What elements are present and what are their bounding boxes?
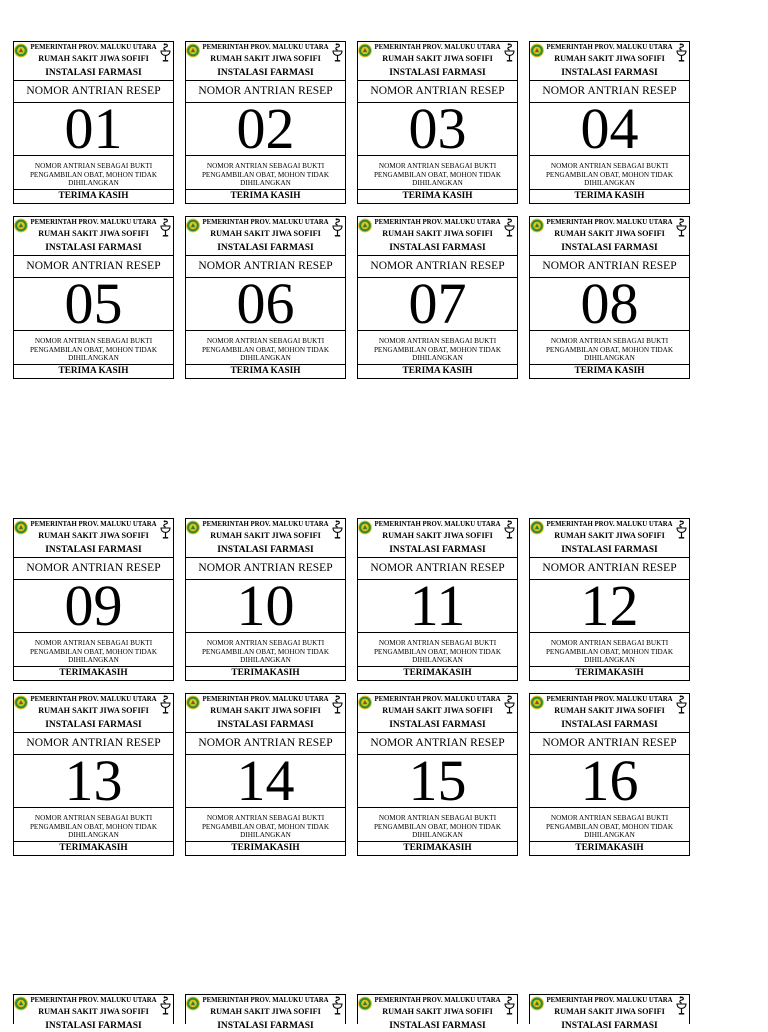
ticket-header: [186, 519, 345, 558]
hospital-name: RUMAH SAKIT JIWA SOFIFI: [210, 54, 321, 63]
ticket-header: [530, 519, 689, 558]
ticket-note-line: DIHILANGKAN: [68, 179, 119, 187]
ticket-note-line: DIHILANGKAN: [240, 831, 291, 839]
thanks-label: TERIMAKASIH: [403, 843, 472, 853]
thanks-label: TERIMA KASIH: [58, 366, 129, 376]
queue-ticket: [357, 216, 518, 379]
ticket-note: [186, 331, 345, 365]
ticket-header: [358, 694, 517, 733]
ticket-header: [530, 42, 689, 81]
unit-name: INSTALASI FARMASI: [561, 68, 658, 78]
ticket-note-line: DIHILANGKAN: [240, 179, 291, 187]
hospital-name: RUMAH SAKIT JIWA SOFIFI: [382, 229, 493, 238]
ticket-note: [358, 156, 517, 190]
ticket-header: [14, 42, 173, 81]
queue-ticket: [185, 518, 346, 681]
ticket-title: NOMOR ANTRIAN RESEP: [358, 81, 517, 103]
ticket-note-line: DIHILANGKAN: [584, 354, 635, 362]
hospital-name: RUMAH SAKIT JIWA SOFIFI: [210, 531, 321, 540]
hospital-name: RUMAH SAKIT JIWA SOFIFI: [210, 706, 321, 715]
government-label: PEMERINTAH PROV. MALUKU UTARA: [374, 997, 501, 1004]
hospital-name: RUMAH SAKIT JIWA SOFIFI: [554, 54, 665, 63]
queue-ticket: [13, 216, 174, 379]
unit-name: INSTALASI FARMASI: [561, 1021, 658, 1031]
thanks-label: TERIMA KASIH: [574, 191, 645, 201]
ticket-header: [186, 217, 345, 256]
ticket-note: [14, 808, 173, 842]
queue-ticket: [529, 41, 690, 204]
government-label: PEMERINTAH PROV. MALUKU UTARA: [546, 521, 673, 528]
ticket-header: [358, 519, 517, 558]
ticket-header: [530, 217, 689, 256]
unit-name: INSTALASI FARMASI: [389, 243, 486, 253]
unit-name: INSTALASI FARMASI: [45, 243, 142, 253]
ticket-note-line: NOMOR ANTRIAN SEBAGAI BUKTI: [206, 639, 325, 647]
ticket-header: [14, 217, 173, 256]
ticket-note-line: PENGAMBILAN OBAT, MOHON TIDAK: [29, 647, 158, 656]
ticket-note-line: DIHILANGKAN: [68, 354, 119, 362]
thanks-label: TERIMA KASIH: [58, 191, 129, 201]
hospital-name: RUMAH SAKIT JIWA SOFIFI: [382, 531, 493, 540]
ticket-title: NOMOR ANTRIAN RESEP: [358, 733, 517, 755]
government-label: PEMERINTAH PROV. MALUKU UTARA: [374, 219, 501, 226]
ticket-header: [186, 694, 345, 733]
government-label: PEMERINTAH PROV. MALUKU UTARA: [546, 997, 673, 1004]
ticket-note-line: NOMOR ANTRIAN SEBAGAI BUKTI: [34, 814, 153, 822]
hospital-name: RUMAH SAKIT JIWA SOFIFI: [38, 1007, 149, 1016]
ticket-note: [358, 808, 517, 842]
ticket-note-line: NOMOR ANTRIAN SEBAGAI BUKTI: [378, 639, 497, 647]
queue-number: 06: [186, 278, 345, 331]
ticket-note-line: NOMOR ANTRIAN SEBAGAI BUKTI: [378, 814, 497, 822]
ticket-note-line: PENGAMBILAN OBAT, MOHON TIDAK: [29, 345, 158, 354]
hospital-name: RUMAH SAKIT JIWA SOFIFI: [38, 229, 149, 238]
queue-number: 05: [14, 278, 173, 331]
unit-name: INSTALASI FARMASI: [217, 68, 314, 78]
ticket-note-line: PENGAMBILAN OBAT, MOHON TIDAK: [201, 822, 330, 831]
ticket-note-line: PENGAMBILAN OBAT, MOHON TIDAK: [373, 345, 502, 354]
thanks-label: TERIMA KASIH: [230, 191, 301, 201]
ticket-note-line: NOMOR ANTRIAN SEBAGAI BUKTI: [206, 814, 325, 822]
ticket-note-line: DIHILANGKAN: [412, 354, 463, 362]
government-label: PEMERINTAH PROV. MALUKU UTARA: [30, 696, 157, 703]
ticket-note-line: NOMOR ANTRIAN SEBAGAI BUKTI: [34, 639, 153, 647]
ticket-note-line: NOMOR ANTRIAN SEBAGAI BUKTI: [378, 162, 497, 170]
ticket-note-line: DIHILANGKAN: [412, 179, 463, 187]
unit-name: INSTALASI FARMASI: [217, 243, 314, 253]
hospital-name: RUMAH SAKIT JIWA SOFIFI: [38, 54, 149, 63]
hospital-name: RUMAH SAKIT JIWA SOFIFI: [210, 1007, 321, 1016]
ticket-note-line: DIHILANGKAN: [240, 354, 291, 362]
hospital-name: RUMAH SAKIT JIWA SOFIFI: [554, 706, 665, 715]
unit-name: INSTALASI FARMASI: [45, 545, 142, 555]
government-label: PEMERINTAH PROV. MALUKU UTARA: [202, 219, 329, 226]
queue-ticket: [357, 41, 518, 204]
ticket-note-line: DIHILANGKAN: [412, 831, 463, 839]
hospital-name: RUMAH SAKIT JIWA SOFIFI: [382, 1007, 493, 1016]
ticket-note-line: PENGAMBILAN OBAT, MOHON TIDAK: [373, 647, 502, 656]
hospital-name: RUMAH SAKIT JIWA SOFIFI: [38, 531, 149, 540]
government-label: PEMERINTAH PROV. MALUKU UTARA: [202, 696, 329, 703]
government-label: PEMERINTAH PROV. MALUKU UTARA: [202, 521, 329, 528]
ticket-title: NOMOR ANTRIAN RESEP: [14, 558, 173, 580]
ticket-note: [14, 633, 173, 667]
ticket-header: [358, 217, 517, 256]
unit-name: INSTALASI FARMASI: [561, 545, 658, 555]
hospital-name: RUMAH SAKIT JIWA SOFIFI: [38, 706, 149, 715]
queue-number: 04: [530, 103, 689, 156]
ticket-note: [530, 633, 689, 667]
ticket-header: [186, 995, 345, 1031]
ticket-title: NOMOR ANTRIAN RESEP: [530, 81, 689, 103]
ticket-note-line: PENGAMBILAN OBAT, MOHON TIDAK: [545, 345, 674, 354]
unit-name: INSTALASI FARMASI: [217, 545, 314, 555]
queue-ticket: [357, 518, 518, 681]
ticket-title: NOMOR ANTRIAN RESEP: [530, 733, 689, 755]
thanks-label: TERIMA KASIH: [574, 366, 645, 376]
ticket-header: [14, 519, 173, 558]
ticket-title: NOMOR ANTRIAN RESEP: [358, 558, 517, 580]
ticket-note-line: NOMOR ANTRIAN SEBAGAI BUKTI: [34, 162, 153, 170]
government-label: PEMERINTAH PROV. MALUKU UTARA: [374, 696, 501, 703]
government-label: PEMERINTAH PROV. MALUKU UTARA: [546, 696, 673, 703]
thanks-label: TERIMAKASIH: [231, 843, 300, 853]
ticket-header: [186, 42, 345, 81]
government-label: PEMERINTAH PROV. MALUKU UTARA: [202, 997, 329, 1004]
hospital-name: RUMAH SAKIT JIWA SOFIFI: [554, 229, 665, 238]
unit-name: INSTALASI FARMASI: [389, 545, 486, 555]
queue-number: 16: [530, 755, 689, 808]
unit-name: INSTALASI FARMASI: [45, 720, 142, 730]
queue-number: 14: [186, 755, 345, 808]
ticket-note-line: PENGAMBILAN OBAT, MOHON TIDAK: [545, 647, 674, 656]
ticket-title: NOMOR ANTRIAN RESEP: [186, 733, 345, 755]
hospital-name: RUMAH SAKIT JIWA SOFIFI: [382, 54, 493, 63]
queue-number: 09: [14, 580, 173, 633]
queue-number: 03: [358, 103, 517, 156]
ticket-title: NOMOR ANTRIAN RESEP: [14, 81, 173, 103]
ticket-note: [530, 808, 689, 842]
ticket-note-line: NOMOR ANTRIAN SEBAGAI BUKTI: [206, 337, 325, 345]
queue-ticket: [185, 216, 346, 379]
ticket-note-line: DIHILANGKAN: [68, 831, 119, 839]
queue-ticket: [357, 693, 518, 856]
government-label: PEMERINTAH PROV. MALUKU UTARA: [202, 44, 329, 51]
government-label: PEMERINTAH PROV. MALUKU UTARA: [30, 997, 157, 1004]
ticket-note-line: DIHILANGKAN: [68, 656, 119, 664]
government-label: PEMERINTAH PROV. MALUKU UTARA: [546, 219, 673, 226]
unit-name: INSTALASI FARMASI: [389, 68, 486, 78]
government-label: PEMERINTAH PROV. MALUKU UTARA: [546, 44, 673, 51]
ticket-header: [14, 694, 173, 733]
ticket-note-line: PENGAMBILAN OBAT, MOHON TIDAK: [201, 345, 330, 354]
ticket-note-line: PENGAMBILAN OBAT, MOHON TIDAK: [201, 170, 330, 179]
ticket-note-line: PENGAMBILAN OBAT, MOHON TIDAK: [29, 170, 158, 179]
hospital-name: RUMAH SAKIT JIWA SOFIFI: [210, 229, 321, 238]
ticket-note-line: NOMOR ANTRIAN SEBAGAI BUKTI: [550, 162, 669, 170]
ticket-note: [14, 331, 173, 365]
ticket-note-line: DIHILANGKAN: [584, 179, 635, 187]
unit-name: INSTALASI FARMASI: [45, 68, 142, 78]
queue-number: 08: [530, 278, 689, 331]
ticket-title: NOMOR ANTRIAN RESEP: [358, 256, 517, 278]
ticket-note: [358, 633, 517, 667]
queue-ticket: [357, 994, 518, 1031]
queue-number: 12: [530, 580, 689, 633]
ticket-note-line: DIHILANGKAN: [584, 831, 635, 839]
ticket-note-line: NOMOR ANTRIAN SEBAGAI BUKTI: [550, 814, 669, 822]
government-label: PEMERINTAH PROV. MALUKU UTARA: [30, 44, 157, 51]
ticket-note: [186, 633, 345, 667]
thanks-label: TERIMAKASIH: [59, 843, 128, 853]
unit-name: INSTALASI FARMASI: [217, 1021, 314, 1031]
thanks-label: TERIMAKASIH: [403, 668, 472, 678]
unit-name: INSTALASI FARMASI: [561, 243, 658, 253]
queue-ticket: [529, 216, 690, 379]
unit-name: INSTALASI FARMASI: [561, 720, 658, 730]
ticket-note-line: NOMOR ANTRIAN SEBAGAI BUKTI: [550, 639, 669, 647]
government-label: PEMERINTAH PROV. MALUKU UTARA: [30, 521, 157, 528]
ticket-title: NOMOR ANTRIAN RESEP: [14, 733, 173, 755]
ticket-note-line: DIHILANGKAN: [240, 656, 291, 664]
queue-number: 01: [14, 103, 173, 156]
queue-number: 07: [358, 278, 517, 331]
queue-ticket: [13, 693, 174, 856]
ticket-note-line: NOMOR ANTRIAN SEBAGAI BUKTI: [206, 162, 325, 170]
ticket-title: NOMOR ANTRIAN RESEP: [186, 256, 345, 278]
queue-ticket: [529, 518, 690, 681]
thanks-label: TERIMAKASIH: [575, 843, 644, 853]
ticket-note: [14, 156, 173, 190]
queue-ticket: [529, 693, 690, 856]
hospital-name: RUMAH SAKIT JIWA SOFIFI: [554, 1007, 665, 1016]
ticket-note-line: NOMOR ANTRIAN SEBAGAI BUKTI: [550, 337, 669, 345]
ticket-title: NOMOR ANTRIAN RESEP: [530, 558, 689, 580]
ticket-note-line: DIHILANGKAN: [584, 656, 635, 664]
unit-name: INSTALASI FARMASI: [389, 720, 486, 730]
thanks-label: TERIMAKASIH: [231, 668, 300, 678]
ticket-note-line: PENGAMBILAN OBAT, MOHON TIDAK: [29, 822, 158, 831]
queue-ticket: [13, 518, 174, 681]
ticket-note-line: PENGAMBILAN OBAT, MOHON TIDAK: [373, 822, 502, 831]
ticket-note: [530, 331, 689, 365]
queue-number: 11: [358, 580, 517, 633]
ticket-note-line: NOMOR ANTRIAN SEBAGAI BUKTI: [34, 337, 153, 345]
ticket-note-line: PENGAMBILAN OBAT, MOHON TIDAK: [201, 647, 330, 656]
ticket-note-line: PENGAMBILAN OBAT, MOHON TIDAK: [373, 170, 502, 179]
ticket-note: [186, 808, 345, 842]
queue-ticket: [185, 693, 346, 856]
ticket-title: NOMOR ANTRIAN RESEP: [186, 558, 345, 580]
ticket-header: [358, 42, 517, 81]
thanks-label: TERIMAKASIH: [575, 668, 644, 678]
queue-number: 15: [358, 755, 517, 808]
ticket-title: NOMOR ANTRIAN RESEP: [14, 256, 173, 278]
hospital-name: RUMAH SAKIT JIWA SOFIFI: [382, 706, 493, 715]
ticket-title: NOMOR ANTRIAN RESEP: [186, 81, 345, 103]
ticket-header: [530, 995, 689, 1031]
ticket-note-line: PENGAMBILAN OBAT, MOHON TIDAK: [545, 170, 674, 179]
hospital-name: RUMAH SAKIT JIWA SOFIFI: [554, 531, 665, 540]
ticket-header: [358, 995, 517, 1031]
queue-number: 02: [186, 103, 345, 156]
ticket-title: NOMOR ANTRIAN RESEP: [530, 256, 689, 278]
thanks-label: TERIMA KASIH: [402, 191, 473, 201]
government-label: PEMERINTAH PROV. MALUKU UTARA: [374, 521, 501, 528]
ticket-header: [530, 694, 689, 733]
queue-ticket: [529, 994, 690, 1031]
ticket-header: [14, 995, 173, 1031]
queue-number: 10: [186, 580, 345, 633]
thanks-label: TERIMAKASIH: [59, 668, 128, 678]
unit-name: INSTALASI FARMASI: [389, 1021, 486, 1031]
unit-name: INSTALASI FARMASI: [217, 720, 314, 730]
ticket-note-line: PENGAMBILAN OBAT, MOHON TIDAK: [545, 822, 674, 831]
unit-name: INSTALASI FARMASI: [45, 1021, 142, 1031]
queue-ticket: [185, 41, 346, 204]
ticket-note: [186, 156, 345, 190]
government-label: PEMERINTAH PROV. MALUKU UTARA: [30, 219, 157, 226]
queue-ticket: [13, 994, 174, 1031]
queue-number: 13: [14, 755, 173, 808]
ticket-note-line: DIHILANGKAN: [412, 656, 463, 664]
thanks-label: TERIMA KASIH: [402, 366, 473, 376]
ticket-note: [358, 331, 517, 365]
queue-ticket: [185, 994, 346, 1031]
thanks-label: TERIMA KASIH: [230, 366, 301, 376]
government-label: PEMERINTAH PROV. MALUKU UTARA: [374, 44, 501, 51]
ticket-note-line: NOMOR ANTRIAN SEBAGAI BUKTI: [378, 337, 497, 345]
queue-ticket: [13, 41, 174, 204]
ticket-note: [530, 156, 689, 190]
